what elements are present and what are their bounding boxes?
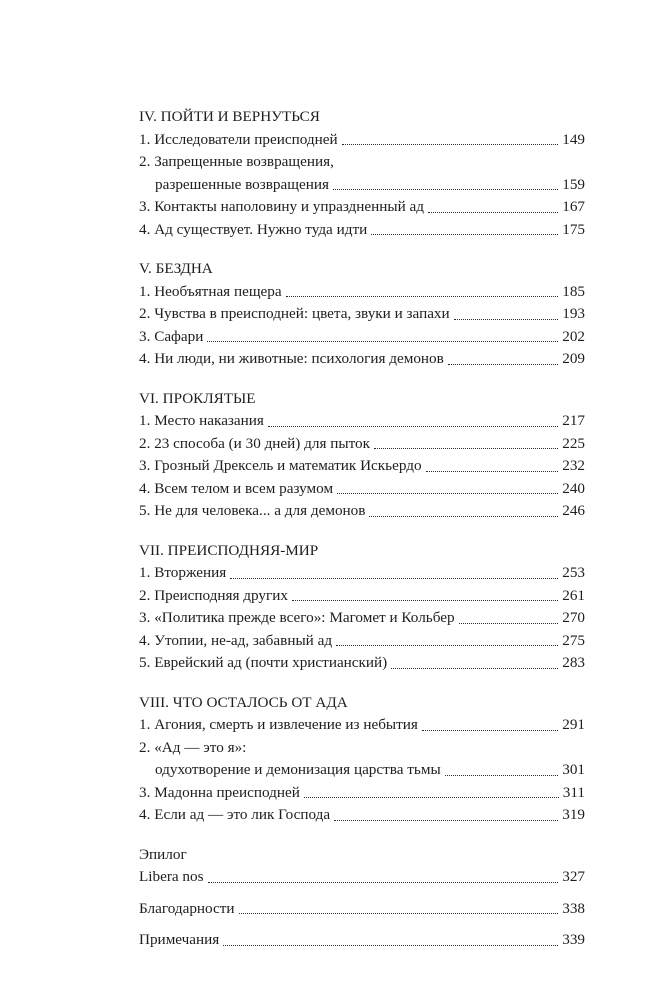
toc-entry[interactable] [139, 782, 585, 805]
toc-entry[interactable] [139, 929, 585, 952]
toc-entry[interactable] [139, 303, 585, 326]
entry-label: 1. Необъятная пещера [139, 282, 282, 300]
section-title: IV. ПОЙТИ И ВЕРНУТЬСЯ [139, 108, 320, 125]
dot-leader [208, 881, 559, 883]
toc-entry[interactable] [139, 759, 585, 782]
dot-leader [207, 340, 558, 342]
entry-label: 4. Ни люди, ни животные: психология демонов [139, 350, 444, 367]
dot-leader [369, 515, 558, 517]
dot-leader [445, 774, 559, 776]
dot-leader [292, 599, 558, 601]
entry-label-first-line: 2. Запрещенные возвращения, [139, 153, 334, 170]
toc-section [139, 106, 585, 241]
entry-label: 3. Грозный Дрексель и математик Искьердо [139, 457, 422, 474]
page-number: 149 [562, 130, 585, 148]
table-of-contents [139, 106, 585, 961]
entry-label: одухотворение и демонизация царства тьмы [155, 761, 441, 778]
page-number: 232 [562, 457, 585, 474]
section-title: VI. ПРОКЛЯТЫЕ [139, 389, 256, 407]
toc-entry[interactable] [139, 433, 585, 456]
entry-label: 1. Исследователи преисподней [139, 130, 338, 148]
toc-entry[interactable] [139, 129, 585, 152]
section-title: Эпилог [139, 845, 187, 863]
page-number: 209 [562, 350, 585, 367]
toc-entry[interactable] [139, 281, 585, 304]
entry-label: 2. 23 способа (и 30 дней) для пыток [139, 434, 370, 452]
dot-leader [268, 425, 558, 427]
page-number: 240 [562, 479, 585, 497]
toc-section [139, 258, 585, 371]
toc-entry[interactable] [139, 714, 585, 737]
page-number: 319 [562, 806, 585, 823]
entry-label: Libera nos [139, 868, 204, 885]
toc-entry[interactable] [139, 866, 585, 889]
entry-label: 4. Ад существует. Нужно туда идти [139, 220, 368, 238]
toc-entry[interactable] [139, 500, 585, 523]
toc-entry[interactable] [139, 804, 585, 827]
page-number: 338 [562, 899, 585, 917]
toc-entry[interactable] [139, 478, 585, 501]
dot-leader [371, 233, 558, 235]
page-number: 193 [562, 305, 585, 322]
entry-label: 2. Преисподняя других [139, 586, 288, 604]
entry-label: 4. Если ад — это лик Господа [139, 806, 331, 823]
page-number: 185 [562, 282, 585, 300]
dot-leader [223, 944, 558, 946]
page-number: 275 [562, 631, 585, 649]
entry-label: разрешенные возвращения [155, 175, 329, 193]
toc-entry[interactable] [139, 326, 585, 349]
toc-entry[interactable] [139, 348, 585, 371]
toc-entry[interactable] [139, 174, 585, 197]
dot-leader [448, 363, 558, 365]
dot-leader [374, 447, 558, 449]
toc-entry[interactable] [139, 196, 585, 219]
dot-leader [342, 143, 559, 145]
page-number: 246 [562, 502, 585, 519]
page-number: 311 [562, 783, 585, 801]
toc-section [139, 692, 585, 827]
page-number: 327 [562, 868, 585, 885]
section-title: VIII. ЧТО ОСТАЛОСЬ ОТ АДА [139, 693, 348, 711]
toc-entry[interactable] [139, 652, 585, 675]
entry-label: Примечания [139, 931, 220, 948]
toc-section [139, 929, 585, 952]
page-number: 261 [562, 586, 585, 604]
dot-leader [337, 492, 558, 494]
toc-section [139, 540, 585, 675]
toc-section [139, 388, 585, 523]
page-number: 253 [562, 564, 585, 581]
entry-label: 1. Вторжения [139, 564, 227, 581]
dot-leader [334, 819, 558, 821]
page-number: 270 [562, 609, 585, 626]
toc-entry[interactable] [139, 219, 585, 242]
dot-leader [336, 644, 558, 646]
entry-label: 5. Не для человека... а для демонов [139, 502, 366, 519]
section-title: V. БЕЗДНА [139, 260, 213, 277]
toc-entry[interactable] [139, 607, 585, 630]
dot-leader [428, 211, 558, 213]
toc-entry[interactable] [139, 562, 585, 585]
dot-leader [230, 577, 558, 579]
toc-entry[interactable] [139, 898, 585, 921]
entry-label: 3. Мадонна преисподней [139, 783, 300, 801]
entry-label: 1. Агония, смерть и извлечение из небытия [139, 716, 418, 733]
entry-label: 3. Контакты наполовину и упраздненный ад [139, 198, 424, 215]
page-number: 301 [562, 761, 585, 778]
dot-leader [304, 796, 559, 798]
page-number: 202 [562, 327, 585, 345]
entry-label: 5. Еврейский ад (почти христианский) [139, 654, 388, 671]
page-number: 167 [562, 198, 585, 215]
page-number: 291 [562, 716, 585, 733]
page-number: 339 [562, 931, 585, 948]
entry-label: 3. Сафари [139, 327, 204, 345]
entry-label: 1. Место наказания [139, 412, 264, 429]
page-number: 225 [562, 434, 585, 452]
section-title: VII. ПРЕИСПОДНЯЯ-МИР [139, 541, 319, 559]
entry-label: 3. «Политика прежде всего»: Магомет и Кольбер [139, 609, 455, 626]
dot-leader [286, 295, 559, 297]
toc-entry[interactable] [139, 455, 585, 478]
entry-label-first-line: 2. «Ад — это я»: [139, 738, 247, 756]
entry-label: 2. Чувства в преисподней: цвета, звуки и запахи [139, 305, 450, 322]
page-number: 175 [562, 220, 585, 238]
entry-label: Благодарности [139, 899, 235, 917]
page-number: 217 [562, 412, 585, 429]
page-number: 283 [562, 654, 585, 671]
dot-leader [459, 622, 559, 624]
toc-entry[interactable] [139, 410, 585, 433]
toc-entry[interactable] [139, 630, 585, 653]
toc-section [139, 898, 585, 921]
dot-leader [391, 667, 558, 669]
entry-label: 4. Всем телом и всем разумом [139, 479, 334, 497]
dot-leader [422, 729, 558, 731]
toc-section [139, 844, 585, 889]
dot-leader [239, 912, 559, 914]
dot-leader [333, 188, 558, 190]
entry-label: 4. Утопии, не-ад, забавный ад [139, 631, 333, 649]
toc-entry[interactable] [139, 585, 585, 608]
dot-leader [426, 470, 559, 472]
page-number: 159 [562, 175, 585, 193]
dot-leader [454, 318, 559, 320]
